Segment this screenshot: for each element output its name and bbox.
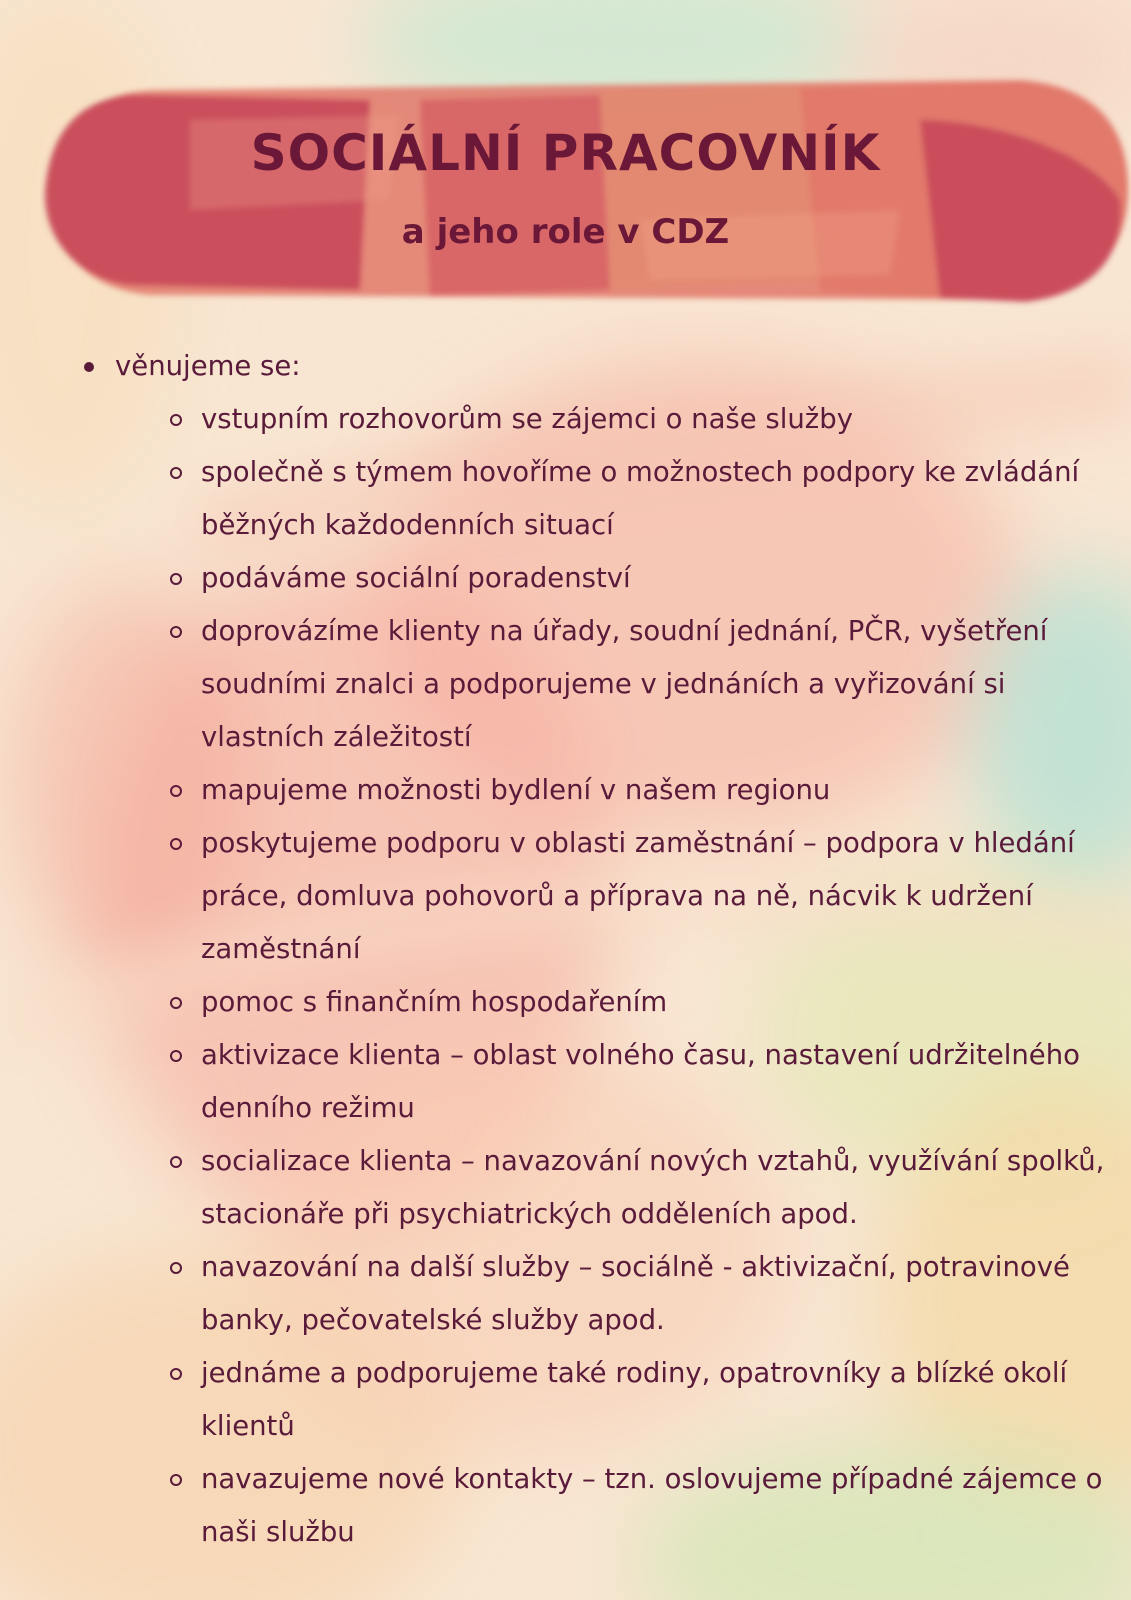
filled-bullet-icon — [84, 362, 94, 372]
list-item-text: socializace klienta – navazování nových vztahů, využívání spolků, stacionáře při psychiatrických odděleních apod. — [201, 1145, 1105, 1230]
hollow-bullet-icon — [170, 1474, 182, 1486]
list-item-text: doprovázíme klienty na úřady, soudní jednání, PČR, vyšetření soudními znalci a podporujeme v jednáních a vyřizování si vlastních záležitostí — [201, 615, 1048, 753]
list-item — [167, 393, 1110, 446]
list-item-text: navazování na další služby – sociálně - aktivizační, potravinové banky, pečovatelské služby apod. — [201, 1251, 1070, 1336]
list-item-text: poskytujeme podporu v oblasti zaměstnání – podpora v hledání práce, domluva pohovorů a příprava na ně, nácvik k udržení zaměstnání — [201, 827, 1075, 965]
list-item — [167, 446, 1110, 552]
list-item-text: společně s týmem hovoříme o možnostech podpory ke zvládání běžných každodenních situací — [201, 456, 1080, 541]
list-item — [167, 605, 1110, 764]
content-section — [80, 340, 1110, 1559]
list-item-text: jednáme a podporujeme také rodiny, opatrovníky a blízké okolí klientů — [201, 1357, 1068, 1442]
hollow-bullet-icon — [170, 414, 182, 426]
page-subtitle: a jeho role v CDZ — [401, 212, 730, 252]
list-item-text: aktivizace klienta – oblast volného času, nastavení udržitelného denního režimu — [201, 1039, 1080, 1124]
hollow-bullet-icon — [170, 785, 182, 797]
sub-bullet-list — [115, 393, 1110, 1559]
hollow-bullet-icon — [170, 838, 182, 850]
list-item — [167, 1241, 1110, 1347]
list-item — [167, 1453, 1110, 1559]
intro-text: věnujeme se: — [115, 350, 301, 382]
list-item-text: mapujeme možnosti bydlení v našem regionu — [201, 774, 831, 806]
list-item — [167, 552, 1110, 605]
list-item — [167, 1135, 1110, 1241]
list-item — [167, 764, 1110, 817]
page-title: SOCIÁLNÍ PRACOVNÍK — [250, 124, 881, 182]
list-item — [167, 1029, 1110, 1135]
hollow-bullet-icon — [170, 1050, 182, 1062]
main-bullet-list — [80, 340, 1110, 1559]
list-item-text: vstupním rozhovorům se zájemci o naše služby — [201, 403, 853, 435]
list-item-text: podáváme sociální poradenství — [201, 562, 631, 594]
list-item-intro — [80, 340, 1110, 1559]
hollow-bullet-icon — [170, 1368, 182, 1380]
hollow-bullet-icon — [170, 997, 182, 1009]
hollow-bullet-icon — [170, 1156, 182, 1168]
brush-stroke-banner — [40, 60, 1131, 320]
hollow-bullet-icon — [170, 467, 182, 479]
hollow-bullet-icon — [170, 573, 182, 585]
list-item — [167, 976, 1110, 1029]
list-item-text: pomoc s finančním hospodařením — [201, 986, 668, 1018]
list-item — [167, 1347, 1110, 1453]
hollow-bullet-icon — [170, 1262, 182, 1274]
list-item — [167, 817, 1110, 976]
list-item-text: navazujeme nové kontakty – tzn. oslovujeme případné zájemce o naši službu — [201, 1463, 1103, 1548]
hollow-bullet-icon — [170, 626, 182, 638]
